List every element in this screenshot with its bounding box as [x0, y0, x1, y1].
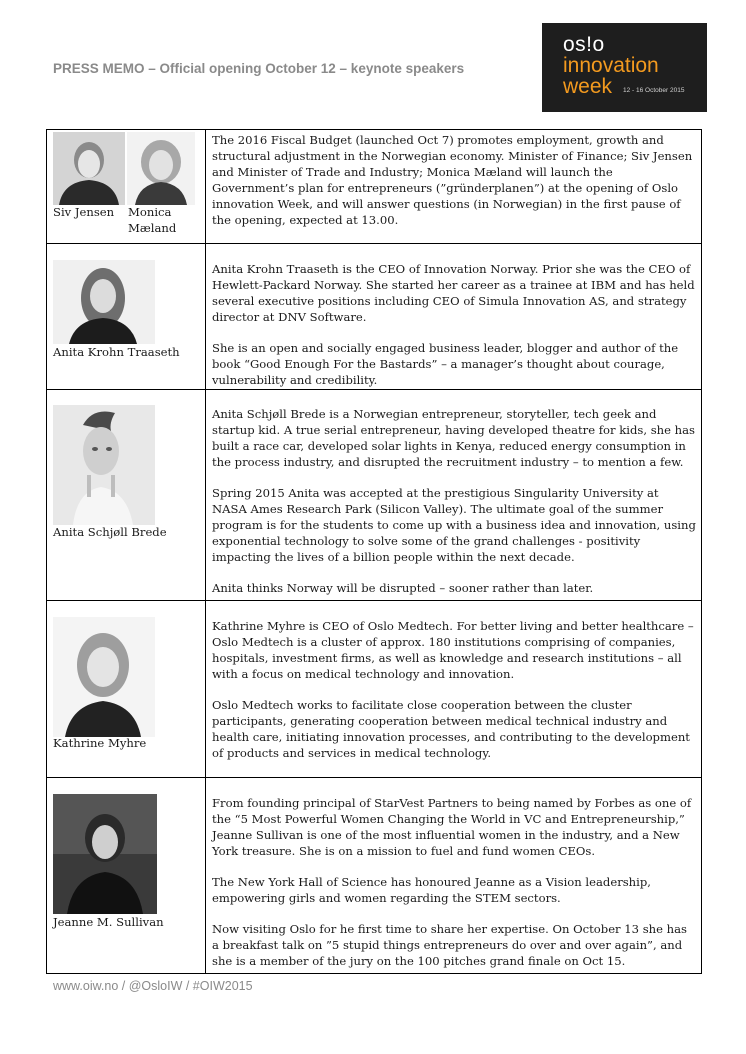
footer-links: www.oiw.no / @OsloIW / #OIW2015 [53, 979, 253, 993]
logo-line-2: innovation [563, 54, 659, 77]
photo-anita-krohn-traaseth [53, 260, 155, 344]
speaker-name: Monica Mæland [128, 205, 177, 235]
speaker-photo-cell [47, 244, 206, 390]
speaker-bio [206, 244, 702, 390]
bio-paragraph: She is an open and socially engaged business leader, blogger and author of the book “Good Enough For the Bastards” – a manager’s thought about courage, vulnerability and credibility. [212, 341, 679, 387]
bio-paragraph: Spring 2015 Anita was accepted at the prestigious Singularity University at NASA Ames Research Park (Silicon Valley). The ultimate goal of the summer program is for the students to come up with a business idea and innovation, using exponential technology to solve some of the grand challenges - positivity impacting the lives of a billion people within the next decade. [212, 486, 696, 564]
speaker-bio [206, 778, 702, 974]
table-row [47, 601, 702, 778]
speaker-name: Jeanne M. Sullivan [53, 915, 164, 929]
speaker-photo-cell [47, 390, 206, 601]
speaker-bio [206, 601, 702, 778]
speaker-name: Kathrine Myhre [53, 736, 147, 750]
oslo-innovation-week-logo [542, 23, 707, 112]
table-row [47, 244, 702, 390]
bio-paragraph: The 2016 Fiscal Budget (launched Oct 7) promotes employment, growth and structural adjustment in the Norwegian economy. Minister of Finance; Siv Jensen and Minister of Trade and Industry; Monica Mæland will launch the Government’s plan for entrepreneurs (”gründerplanen”) at the opening of Oslo innovation Week, and will answer questions (in Norwegian) in the first pause of the opening, expected at 13.00. [212, 133, 693, 227]
photo-siv-jensen [53, 132, 125, 205]
logo-line-1: os!o [563, 33, 605, 56]
speakers-table [46, 129, 702, 974]
bio-paragraph: Anita thinks Norway will be disrupted – sooner rather than later. [212, 581, 594, 595]
photo-anita-schjoll-brede [53, 405, 155, 525]
table-row [47, 778, 702, 974]
bio-paragraph: Oslo Medtech works to facilitate close cooperation between the cluster participants, generating cooperation between medical technical industry and health care, initiating innovation processes, and contributing to the development of products and services in medical technology. [212, 698, 690, 760]
memo-title: PRESS MEMO – Official opening October 12 – keynote speakers [53, 61, 465, 76]
photo-monica-maeland [127, 132, 195, 205]
speaker-photo-cell [47, 601, 206, 778]
speaker-bio [206, 390, 702, 601]
speaker-name: Anita Schjøll Brede [53, 525, 167, 539]
speaker-name: Anita Krohn Traaseth [53, 345, 180, 359]
bio-paragraph: Now visiting Oslo for he first time to share her expertise. On October 13 she has a breakfast talk on ”5 stupid things entrepreneurs do over and over again”, and she is a member of the jury on the 100 pitches grand finale on Oct 15. [212, 922, 688, 968]
bio-paragraph: The New York Hall of Science has honoured Jeanne as a Vision leadership, empowering girls and women regarding the STEM sectors. [212, 875, 651, 905]
table-row [47, 130, 702, 244]
speaker-name: Siv Jensen [53, 205, 115, 219]
bio-paragraph: Kathrine Myhre is CEO of Oslo Medtech. For better living and better healthcare – Oslo Medtech is a cluster of approx. 180 institutions comprising of companies, hospitals, investment firms, as well as knowledge and research institutions – all with a focus on medical technology and innovation. [212, 619, 694, 681]
speaker-photo-cell [47, 130, 206, 244]
photo-kathrine-myhre [53, 617, 155, 737]
logo-line-3: week [563, 75, 613, 98]
bio-paragraph: Anita Krohn Traaseth is the CEO of Innovation Norway. Prior she was the CEO of Hewlett-Packard Norway. She started her career as a trainee at IBM and has held several executive positions including CEO of Simula Innovation AS, and strategy director at DNV Software. [212, 262, 695, 324]
speaker-bio [206, 130, 702, 244]
bio-paragraph: Anita Schjøll Brede is a Norwegian entrepreneur, storyteller, tech geek and startup kid. A true serial entrepreneur, having developed theatre for kids, she has built a race car, developed solar lights in Kenya, reduced energy consumption in the process industry, and disrupted the recruitment industry – to mention a few. [212, 407, 696, 469]
bio-paragraph: From founding principal of StarVest Partners to being named by Forbes as one of the “5 Most Powerful Women Changing the World in VC and Entrepreneurship,” Jeanne Sullivan is one of the most influential women in the industry, and a New York treasure. She is on a mission to fuel and fund women CEOs. [212, 796, 692, 858]
table-row [47, 390, 702, 601]
speaker-photo-cell [47, 778, 206, 974]
photo-jeanne-m-sullivan [53, 794, 157, 914]
logo-dates: 12 - 16 October 2015 [623, 87, 685, 94]
